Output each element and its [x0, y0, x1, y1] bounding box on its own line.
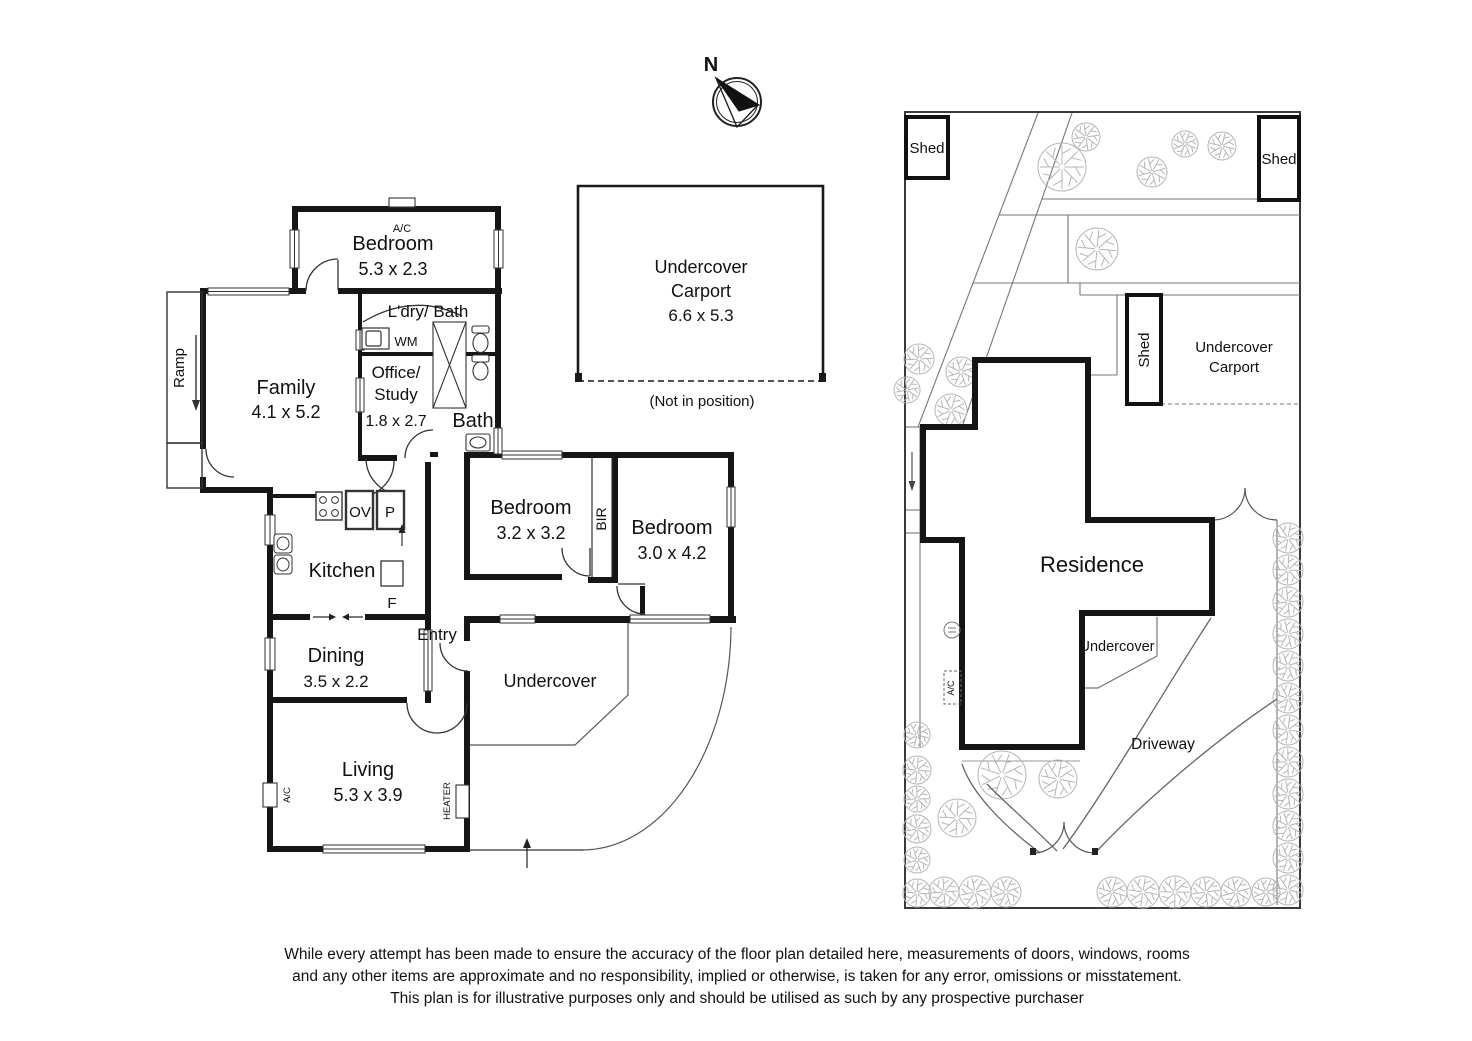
living-dims: 5.3 x 3.9	[333, 785, 403, 805]
tree-icon	[904, 344, 934, 374]
undercover-label: Undercover	[503, 671, 597, 691]
family-label: Family	[256, 377, 316, 399]
bir-label: BIR	[593, 507, 609, 531]
bedroom-mid-dims: 3.2 x 3.2	[496, 523, 566, 543]
living-label: Living	[341, 759, 395, 781]
site-ac-label: A/C	[946, 680, 956, 696]
shed-top-left-label: Shed	[909, 140, 945, 157]
cooktop-icon	[316, 492, 342, 520]
tree-icon	[1159, 876, 1191, 908]
tree-icon	[904, 847, 930, 873]
shower-icon	[433, 322, 466, 408]
disclaimer-line-3: This plan is for illustrative purposes only and should be utilised as such by any prospective purchaser	[390, 990, 1084, 1007]
shed-top-right-label: Shed	[1261, 151, 1297, 168]
ac-unit-box	[263, 783, 277, 807]
tree-icon	[1273, 747, 1303, 777]
bath-label: Bath	[452, 410, 494, 432]
tree-icon	[1273, 555, 1303, 585]
tree-icon	[1208, 132, 1236, 160]
bedroom-right-dims: 3.0 x 4.2	[637, 543, 707, 563]
bedroom-top-ac-label: A/C	[392, 223, 412, 235]
tree-icon	[1172, 131, 1198, 157]
tree-icon	[1137, 157, 1167, 187]
tree-icon	[991, 877, 1021, 907]
shed-middle-label: Shed	[1136, 332, 1153, 368]
tree-icon	[904, 786, 930, 812]
siteplan	[894, 112, 1303, 908]
tree-icon	[903, 756, 931, 784]
carport-label-2: Carport	[670, 281, 732, 301]
tree-icon	[1038, 143, 1086, 191]
compass-icon	[704, 54, 761, 127]
site-undercover-label: Undercover	[1079, 639, 1155, 655]
tree-icon	[1273, 619, 1303, 649]
site-carport-label-1: Undercover	[1195, 339, 1273, 356]
tree-icon	[904, 722, 930, 748]
entry-direction-arrow-icon	[523, 838, 531, 868]
tree-icon	[1097, 877, 1127, 907]
pantry-label: P	[384, 504, 396, 521]
laundry-bath-label: L'dry/ Bath	[387, 302, 469, 321]
dining-label: Dining	[307, 645, 365, 667]
carport-dims: 6.6 x 5.3	[668, 306, 734, 325]
bedroom-mid-label: Bedroom	[490, 497, 572, 519]
kitchen-label: Kitchen	[308, 560, 376, 582]
fridge-label: F	[387, 595, 397, 612]
heater-label: HEATER	[442, 782, 453, 820]
tree-icon	[959, 876, 991, 908]
washing-machine-icon	[362, 328, 389, 349]
meter-icon	[944, 622, 960, 638]
oven-label: OV	[349, 504, 371, 521]
ramp-structure	[167, 292, 202, 488]
disclaimer-line-2: and any other items are approximate and no responsibility, implied or otherwise, is taken for any error, omissions or misstatement.	[292, 968, 1182, 985]
dining-dims: 3.5 x 2.2	[303, 672, 369, 691]
disclaimer	[284, 946, 1190, 1007]
tree-icon	[978, 751, 1026, 799]
tree-icon	[1076, 228, 1118, 270]
tree-icon	[938, 799, 976, 837]
tree-icon	[929, 877, 959, 907]
ac-unit-box	[389, 198, 415, 207]
tree-icon	[946, 357, 976, 387]
living-ac-label: A/C	[282, 787, 293, 803]
floorplan-undercover-outline	[470, 623, 731, 850]
office-dims: 1.8 x 2.7	[365, 413, 427, 430]
tree-icon	[1039, 760, 1077, 798]
sink-icon	[274, 534, 292, 574]
carport-note: (Not in position)	[649, 393, 755, 410]
residence-label: Residence	[1040, 552, 1144, 577]
wm-label: WM	[394, 334, 418, 349]
tree-icon	[1221, 877, 1251, 907]
basin-icon	[466, 434, 490, 451]
tree-icon	[1072, 123, 1100, 151]
family-dims: 4.1 x 5.2	[251, 402, 321, 422]
disclaimer-line-1: While every attempt has been made to ensure the accuracy of the floor plan detailed here, measurements of doors, windows, rooms	[284, 946, 1190, 963]
entry-label: Entry	[417, 625, 457, 644]
ramp-label: Ramp	[171, 347, 188, 389]
tree-icon	[903, 815, 931, 843]
bedroom-top-label: Bedroom	[352, 233, 434, 255]
toilet-icon	[472, 355, 489, 380]
site-carport-label-2: Carport	[1208, 359, 1260, 376]
toilet-icon	[472, 326, 489, 353]
tree-icon	[1273, 811, 1303, 841]
office-label-2: Study	[374, 385, 418, 404]
floorplan	[167, 186, 826, 868]
office-label-1: Office/	[371, 363, 421, 382]
tree-icon	[1127, 876, 1159, 908]
bedroom-right-label: Bedroom	[631, 517, 713, 539]
carport-label-1: Undercover	[654, 257, 748, 277]
bedroom-top-dims: 5.3 x 2.3	[358, 259, 428, 279]
tree-icon	[935, 394, 967, 426]
heater-box	[456, 785, 469, 818]
ramp-arrow-icon	[192, 400, 200, 411]
walkway-arrow-icon	[909, 452, 916, 491]
compass-north-label: N	[703, 54, 719, 76]
tree-icon	[1191, 877, 1221, 907]
fridge-box	[381, 561, 403, 586]
driveway-label: Driveway	[1131, 736, 1195, 753]
tree-icon	[903, 879, 931, 907]
tree-icon	[894, 377, 920, 403]
